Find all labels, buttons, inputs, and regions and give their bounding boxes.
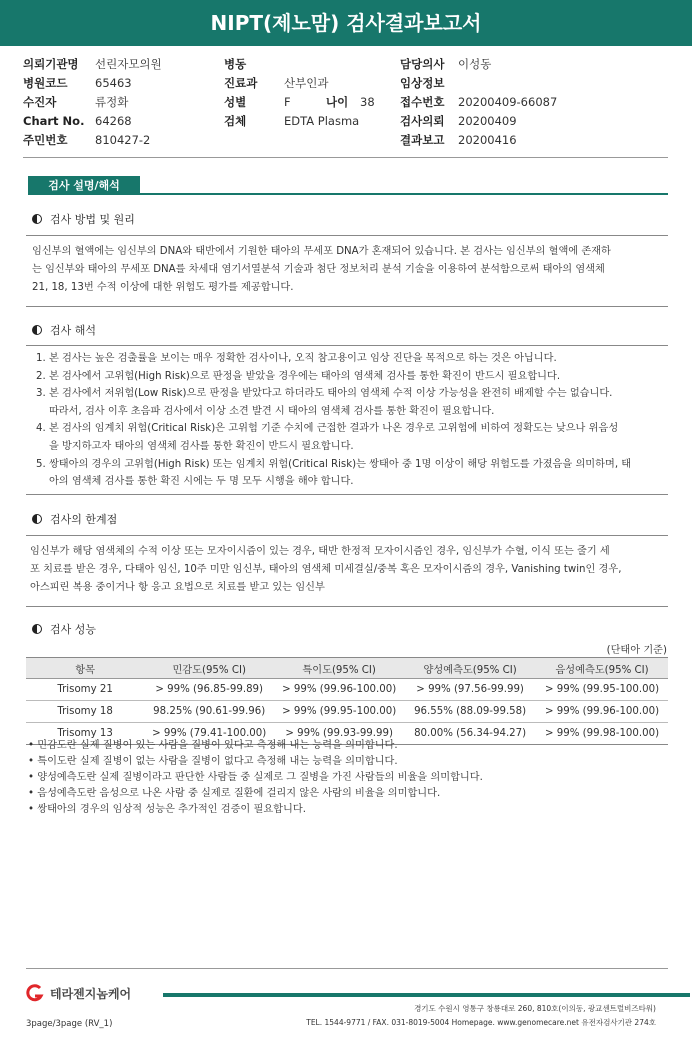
doctor-label: 담당의사 bbox=[400, 57, 445, 71]
note-item: • 음성예측도란 음성으로 나온 사람 중 실제로 질환에 걸리지 않은 사람의 비율을 의미합니다. bbox=[28, 788, 441, 799]
resident-no-value: 810427-2 bbox=[95, 133, 151, 147]
request-date-value: 20200409 bbox=[458, 114, 517, 128]
list-item: 2. 본 검사에서 고위험(High Risk)으로 판정을 받았을 경우에는 태아의 염색체 검사를 통한 확진이 반드시 필요합니다. bbox=[36, 370, 561, 382]
header-divider bbox=[23, 157, 668, 158]
department-label: 진료과 bbox=[224, 76, 258, 90]
column-header: 특이도(95% CI) bbox=[274, 658, 404, 679]
hospital-name-value: 선린자모의원 bbox=[95, 57, 162, 71]
footer-accent-bar bbox=[163, 993, 690, 997]
sex-value: F bbox=[284, 95, 291, 109]
report-date-label: 결과보고 bbox=[400, 133, 445, 147]
hospital-code-label: 병원코드 bbox=[23, 76, 68, 90]
interpretation-list bbox=[36, 350, 631, 491]
receipt-no-value: 20200409-66087 bbox=[458, 95, 558, 109]
request-date-label: 검사의뢰 bbox=[400, 114, 445, 128]
table-cell: > 99% (99.98-100.00) bbox=[536, 723, 668, 745]
performance-heading: 검사 성능 bbox=[32, 622, 96, 638]
list-item: 5. 쌍태아의 경우의 고위험(High Risk) 또는 임계치 위험(Critical Risk)는 쌍태아 중 1명 이상이 해당 위험도를 가졌음을 의미하며, 태 bbox=[36, 458, 632, 470]
table-cell: > 99% (79.41-100.00) bbox=[144, 723, 274, 745]
page-number: 3page/3page (RV_1) bbox=[26, 1019, 113, 1029]
clinical-info-label: 임상정보 bbox=[400, 76, 445, 90]
table-cell: 98.25% (90.61-99.96) bbox=[144, 701, 274, 723]
half-circle-icon bbox=[32, 214, 42, 224]
limits-heading: 검사의 한계점 bbox=[32, 512, 117, 528]
age-value: 38 bbox=[360, 95, 375, 109]
note-item: • 양성예측도란 실제 질병이라고 판단한 사람들 중 실제로 그 질병을 가진 사람들의 비율을 의미합니다. bbox=[28, 772, 483, 783]
company-logo bbox=[24, 984, 131, 1002]
table-cell: 96.55% (88.09-99.58) bbox=[404, 701, 536, 723]
note-item: • 특이도란 실제 질병이 없는 사람을 질병이 없다고 측정해 내는 능력을 의미합니다. bbox=[28, 756, 398, 767]
table-row bbox=[26, 679, 668, 701]
patient-name-label: 수진자 bbox=[23, 95, 57, 109]
table-cell: > 99% (99.95-100.00) bbox=[274, 701, 404, 723]
hospital-name-label: 의뢰기관명 bbox=[23, 57, 79, 71]
list-item: 1. 본 검사는 높은 검출률을 보이는 매우 정확한 검사이나, 오직 참고용이고 임상 진단을 목적으로 하는 것은 아닙니다. bbox=[36, 353, 557, 364]
table-row bbox=[26, 701, 668, 723]
table-cell: > 99% (99.93-99.99) bbox=[274, 723, 404, 745]
list-item: 을 방지하고자 태아의 염색체 검사를 통한 확진이 반드시 필요합니다. bbox=[36, 440, 354, 452]
info-column-3 bbox=[400, 55, 557, 150]
list-item: 4. 본 검사의 임계치 위험(Critical Risk)은 고위험 기준 수치에 근접한 결과가 나온 경우로 고위험에 비하여 정확도는 낮으나 위음성 bbox=[36, 423, 619, 435]
footer-divider bbox=[26, 968, 668, 969]
receipt-no-label: 접수번호 bbox=[400, 95, 445, 109]
section-tab-explanation: 검사 설명/해석 bbox=[28, 176, 140, 195]
company-contact: TEL. 1544-9771 / FAX. 031-8019-5004 Homepage. www.genomecare.net 유전자검사기관 274호 bbox=[306, 1018, 656, 1027]
table-header-row bbox=[26, 658, 668, 679]
chart-no-value: 64268 bbox=[95, 114, 132, 128]
table-cell: > 99% (99.95-100.00) bbox=[536, 679, 668, 701]
hospital-code-value: 65463 bbox=[95, 76, 132, 90]
section-divider bbox=[28, 193, 668, 195]
sex-label: 성별 bbox=[224, 95, 247, 109]
table-cell: Trisomy 21 bbox=[26, 679, 144, 701]
column-header: 민감도(95% CI) bbox=[144, 658, 274, 679]
doctor-value: 이성동 bbox=[458, 57, 492, 71]
age-label: 나이 bbox=[326, 95, 349, 109]
logo-text: 테라젠지놈케어 bbox=[50, 986, 132, 1001]
performance-table bbox=[26, 657, 668, 745]
unit-note: (단태아 기준) bbox=[606, 645, 667, 656]
performance-notes bbox=[28, 738, 483, 818]
list-item: 3. 본 검사에서 저위험(Low Risk)으로 판정을 받았다고 하더라도 태아의 염색체 수적 이상 가능성을 완전히 배제할 수는 없습니다. bbox=[36, 388, 613, 400]
note-item: • 민감도란 실제 질병이 있는 사람을 질병이 있다고 측정해 내는 능력을 의미합니다. bbox=[28, 740, 398, 751]
column-header: 양성예측도(95% CI) bbox=[404, 658, 536, 679]
method-heading: 검사 방법 및 원리 bbox=[32, 212, 135, 228]
department-value: 산부인과 bbox=[284, 76, 329, 90]
limits-text: 임신부가 해당 염색체의 수적 이상 또는 모자이시즘이 있는 경우, 태반 한정적 모자이시즘인 경우, 임신부가 수혈, 이식 또는 줄기 세 포 치료를 받은 경우, 다태아 임신, 10주 미만 임신부, 태아의 염색체 미세결실/중복 혹은 모자이시즘의 경우, Vanishing twin인 경우, 아스피린 복용 중이거나 항 응고 요법으로 치료를 받고 있는 임신부 bbox=[30, 546, 622, 593]
note-item: • 쌍태아의 경우의 임상적 성능은 추가적인 검증이 필요합니다. bbox=[28, 804, 306, 815]
interpretation-heading: 검사 해석 bbox=[32, 323, 96, 339]
info-column-1 bbox=[23, 55, 162, 150]
half-circle-icon bbox=[32, 514, 42, 524]
patient-name-value: 류정화 bbox=[95, 95, 129, 109]
table-cell: 80.00% (56.34-94.27) bbox=[404, 723, 536, 745]
table-cell: Trisomy 18 bbox=[26, 701, 144, 723]
specimen-value: EDTA Plasma bbox=[284, 114, 360, 128]
specimen-label: 검체 bbox=[224, 114, 247, 128]
half-circle-icon bbox=[32, 325, 42, 335]
company-address: 경기도 수원시 영통구 창룡대로 260, 810호(이의동, 광교센트럴비즈타워) bbox=[414, 1004, 656, 1013]
report-date-value: 20200416 bbox=[458, 133, 517, 147]
table-cell: > 99% (99.96-100.00) bbox=[536, 701, 668, 723]
table-cell: Trisomy 13 bbox=[26, 723, 144, 745]
ward-label: 병동 bbox=[224, 57, 247, 71]
chart-no-label: Chart No. bbox=[23, 114, 85, 128]
list-item: 아의 염색체 검사를 통한 확진 시에는 두 명 모두 시행을 해야 합니다. bbox=[36, 476, 354, 488]
table-cell: > 99% (96.85-99.89) bbox=[144, 679, 274, 701]
half-circle-icon bbox=[32, 624, 42, 634]
report-title: NIPT(제노맘) 검사결과보고서 bbox=[0, 0, 692, 46]
table-cell: > 99% (97.56-99.99) bbox=[404, 679, 536, 701]
column-header: 항목 bbox=[26, 658, 144, 679]
table-cell: > 99% (99.96-100.00) bbox=[274, 679, 404, 701]
info-column-2 bbox=[224, 55, 375, 131]
method-text: 임신부의 혈액에는 임신부의 DNA와 태반에서 기원한 태아의 무세포 DNA가 혼재되어 있습니다. 본 검사는 임신부의 혈액에 존재하 는 임신부와 태아의 무세포 DNA를 차세대 염기서열분석 기술과 첨단 정보처리 분석 기술을 이용하여 분석함으로써 태아의 염색체 21, 18, 13번 수적 이상에 대한 위험도 평가를 제공합니다. bbox=[32, 246, 611, 293]
list-item: 따라서, 검사 이후 초음파 검사에서 이상 소견 발견 시 태아의 염색체 검사를 통한 확진이 필요합니다. bbox=[36, 405, 495, 417]
resident-no-label: 주민번호 bbox=[23, 133, 68, 147]
logo-g-icon bbox=[24, 984, 46, 1002]
column-header: 음성예측도(95% CI) bbox=[536, 658, 668, 679]
